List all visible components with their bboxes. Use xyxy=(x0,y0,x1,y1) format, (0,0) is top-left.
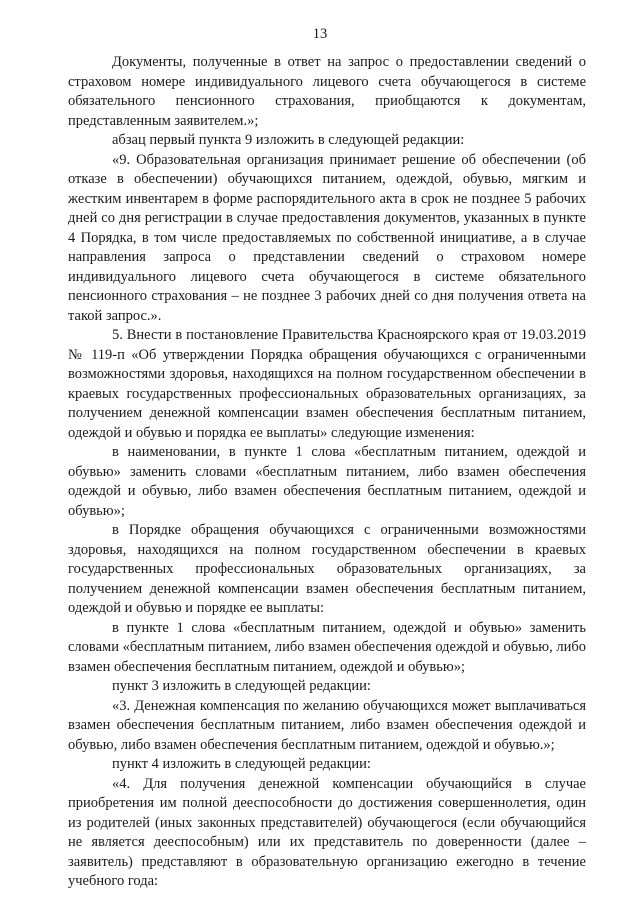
paragraph: «9. Образовательная организация принимает решение об обеспечении (об отказе в обеспечении) обучающихся питанием, одеждой, обувью, мягким и жестким инвентарем в форме распорядительного акта в срок не позднее 5 рабочих дней со дня регистрации в случае предоставления документов, указанных в пункте 4 Порядка, в том числе предоставляемых по собственной инициативе, а в случае направления запроса о представлении сведений о страховом номере индивидуального лицевого счета обучающегося в системе обязательного пенсионного страхования – не позднее 3 рабочих дней со дня получения ответа на такой запрос.». xyxy=(68,151,586,324)
paragraph: «3. Денежная компенсация по желанию обучающихся может выплачиваться взамен обеспечения бесплатным питанием, либо взамен обеспечения одеждой и обувью, либо взамен обеспечения бесплатным питанием, одеждой и обувью.»; xyxy=(68,697,586,753)
page-number: 13 xyxy=(312,26,328,42)
paragraph: в пункте 1 слова «бесплатным питанием, одеждой и обувью» заменить словами «бесплатным питанием, либо взамен обеспечения одеждой и обувью, либо взамен обеспечения бесплатным питанием, одеждой и обувью»; xyxy=(68,619,586,675)
paragraph: абзац первый пункта 9 изложить в следующей редакции: xyxy=(112,132,465,148)
paragraph: «4. Для получения денежной компенсации обучающийся в случае приобретения им полной дееспособности до достижения совершеннолетия, один из родителей (иных законных представителей) обучающегося (если обучающийся не является дееспособным) или их представитель по доверенности (далее – заявитель) представляют в образовательную организацию ежегодно в течение учебного года: xyxy=(68,775,586,889)
paragraph: Документы, полученные в ответ на запрос о предоставлении сведений о страховом номере индивидуального лицевого счета обучающегося в системе обязательного пенсионного страхования, приобщаются к документам, представленным заявителем.»; xyxy=(68,54,586,129)
paragraph: пункт 3 изложить в следующей редакции: xyxy=(112,678,371,694)
paragraph: в Порядке обращения обучающихся с ограниченными возможностями здоровья, находящихся на полном государственном обеспечении в краевых государственных профессиональных образовательных организациях, за получением денежной компенсации взамен обеспечения бесплатным питанием, одеждой и обувью и порядке ее выплаты: xyxy=(68,522,586,616)
paragraph: пункт 4 изложить в следующей редакции: xyxy=(112,756,371,772)
paragraph: 5. Внести в постановление Правительства Красноярского края от 19.03.2019 № 119-п «Об утверждении Порядка обращения обучающихся с ограниченными возможностями здоровья, находящихся на полном государственном обеспечении в краевых государственных профессиональных образовательных организациях, за получением денежной компенсации взамен обеспечения бесплатным питанием, одеждой и обувью и порядка ее выплаты» следующие изменения: xyxy=(68,327,586,441)
document-body xyxy=(68,53,586,892)
paragraph: в наименовании, в пункте 1 слова «бесплатным питанием, одеждой и обувью» заменить словами «бесплатным питанием, либо взамен обеспечения одеждой и обувью, либо взамен обеспечения бесплатным питанием, одеждой и обувью»; xyxy=(68,444,586,519)
